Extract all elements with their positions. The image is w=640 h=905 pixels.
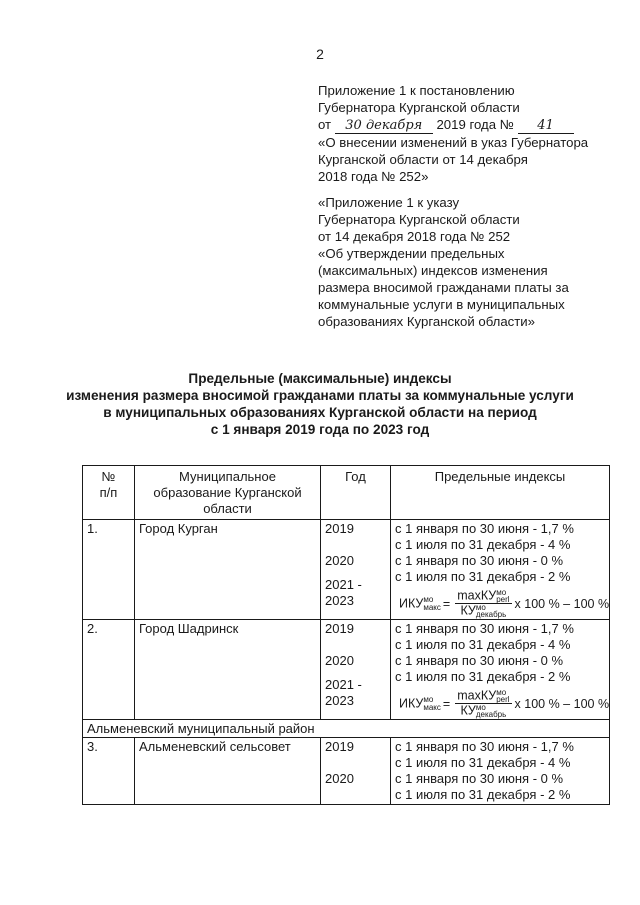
index-line: с 1 января по 30 июня - 1,7 %	[395, 521, 574, 536]
year-cell: 2021 -	[325, 577, 362, 592]
annex-2-header	[318, 194, 628, 330]
row-years	[321, 620, 391, 720]
max-index-formula: ИКУ мо макс = maxКУ мо perl КУ мо декабрь х 100 % – 100 %	[399, 588, 610, 619]
annex-1-line: 2018 года № 252»	[318, 169, 429, 184]
annex-1-line: Губернатора Курганской области	[318, 100, 520, 115]
year-cell: 2021 -	[325, 677, 362, 692]
handwritten-date: 30 декабря	[335, 119, 433, 134]
row-num: 3.	[83, 738, 135, 805]
formula-fraction: maxКУ мо perl КУ мо декабрь	[457, 588, 510, 619]
index-line: с 1 января по 30 июня - 0 %	[395, 771, 564, 786]
header-num	[83, 466, 135, 520]
table-row	[83, 620, 610, 720]
annex-2-line: Губернатора Курганской области	[318, 212, 520, 227]
table-row	[83, 520, 610, 620]
year-cell: 2020	[325, 653, 354, 668]
year-cell: 2019	[325, 621, 354, 636]
max-index-formula: ИКУ мо макс = maxКУ мо perl КУ мо декабрь х 100 % – 100 %	[399, 688, 610, 719]
index-line: с 1 июля по 31 декабря - 4 %	[395, 537, 571, 552]
index-line: с 1 января по 30 июня - 0 %	[395, 653, 564, 668]
row-municipality: Альменевский сельсовет	[135, 738, 321, 805]
indices-table	[82, 465, 610, 805]
header-num-line: п/п	[99, 485, 118, 500]
annex-2-line: от 14 декабря 2018 года № 252	[318, 229, 511, 244]
index-line: с 1 июля по 31 декабря - 4 %	[395, 755, 571, 770]
year-cell: 2019	[325, 739, 354, 754]
annex-1-from: от	[318, 117, 332, 132]
row-indices	[391, 620, 610, 720]
annex-2-line: «Приложение 1 к указу	[318, 195, 460, 210]
annex-2-line: (максимальных) индексов изменения	[318, 263, 548, 278]
year-cell: 2019	[325, 521, 354, 536]
formula-lhs: ИКУ мо макс	[399, 694, 441, 712]
title-line: в муниципальных образованиях Курганской области на период	[103, 405, 537, 420]
header-municipality	[135, 466, 321, 520]
formula-tail: х 100 % – 100 %	[514, 596, 610, 611]
annex-2-line: размера вносимой гражданами платы за	[318, 280, 569, 295]
year-cell: 2023	[325, 593, 354, 608]
title-line: с 1 января 2019 года по 2023 год	[210, 422, 430, 437]
header-municipality-line: области	[203, 501, 252, 516]
row-years	[321, 520, 391, 620]
index-line: с 1 июля по 31 декабря - 2 %	[395, 669, 571, 684]
formula-fraction: maxКУ мо perl КУ мо декабрь	[457, 688, 510, 719]
title-line: Предельные (максимальные) индексы	[188, 371, 452, 386]
district-name: Альменевский муниципальный район	[83, 720, 610, 738]
year-cell: 2023	[325, 693, 354, 708]
annex-2-line: коммунальные услуги в муниципальных	[318, 297, 565, 312]
row-years	[321, 738, 391, 805]
district-row	[83, 720, 610, 738]
year-cell: 2020	[325, 771, 354, 786]
header-num-line: №	[101, 469, 116, 484]
header-municipality-line: образование Курганской	[153, 485, 302, 500]
row-num: 1.	[83, 520, 135, 620]
index-line: с 1 июля по 31 декабря - 4 %	[395, 637, 571, 652]
annex-1-line: Курганской области от 14 декабря	[318, 152, 528, 167]
row-indices	[391, 520, 610, 620]
annex-1-line: «О внесении изменений в указ Губернатора	[318, 135, 589, 150]
annex-2-line: «Об утверждении предельных	[318, 246, 505, 261]
title-line: изменения размера вносимой гражданами платы за коммунальные услуги	[66, 388, 574, 403]
header-year: Год	[321, 466, 391, 520]
row-municipality: Город Курган	[135, 520, 321, 620]
year-cell: 2020	[325, 553, 354, 568]
row-indices	[391, 738, 610, 805]
handwritten-number: 41	[518, 119, 574, 134]
annex-1-line: Приложение 1 к постановлению	[318, 83, 515, 98]
index-line: с 1 января по 30 июня - 0 %	[395, 553, 564, 568]
annex-1-year-no: 2019 года №	[436, 117, 514, 132]
header-indices: Предельные индексы	[391, 466, 610, 520]
formula-tail: х 100 % – 100 %	[514, 696, 610, 711]
row-num: 2.	[83, 620, 135, 720]
page-number: 2	[316, 46, 324, 62]
annex-1-date-line	[318, 116, 628, 134]
index-line: с 1 января по 30 июня - 1,7 %	[395, 621, 574, 636]
annex-1-header	[318, 82, 628, 185]
formula-lhs: ИКУ мо макс	[399, 594, 441, 612]
annex-2-line: образованиях Курганской области»	[318, 314, 536, 329]
header-municipality-line: Муниципальное	[179, 469, 276, 484]
row-municipality: Город Шадринск	[135, 620, 321, 720]
document-title	[20, 370, 620, 438]
table-row	[83, 738, 610, 805]
index-line: с 1 января по 30 июня - 1,7 %	[395, 739, 574, 754]
index-line: с 1 июля по 31 декабря - 2 %	[395, 569, 571, 584]
index-line: с 1 июля по 31 декабря - 2 %	[395, 787, 571, 802]
table-header-row	[83, 466, 610, 520]
